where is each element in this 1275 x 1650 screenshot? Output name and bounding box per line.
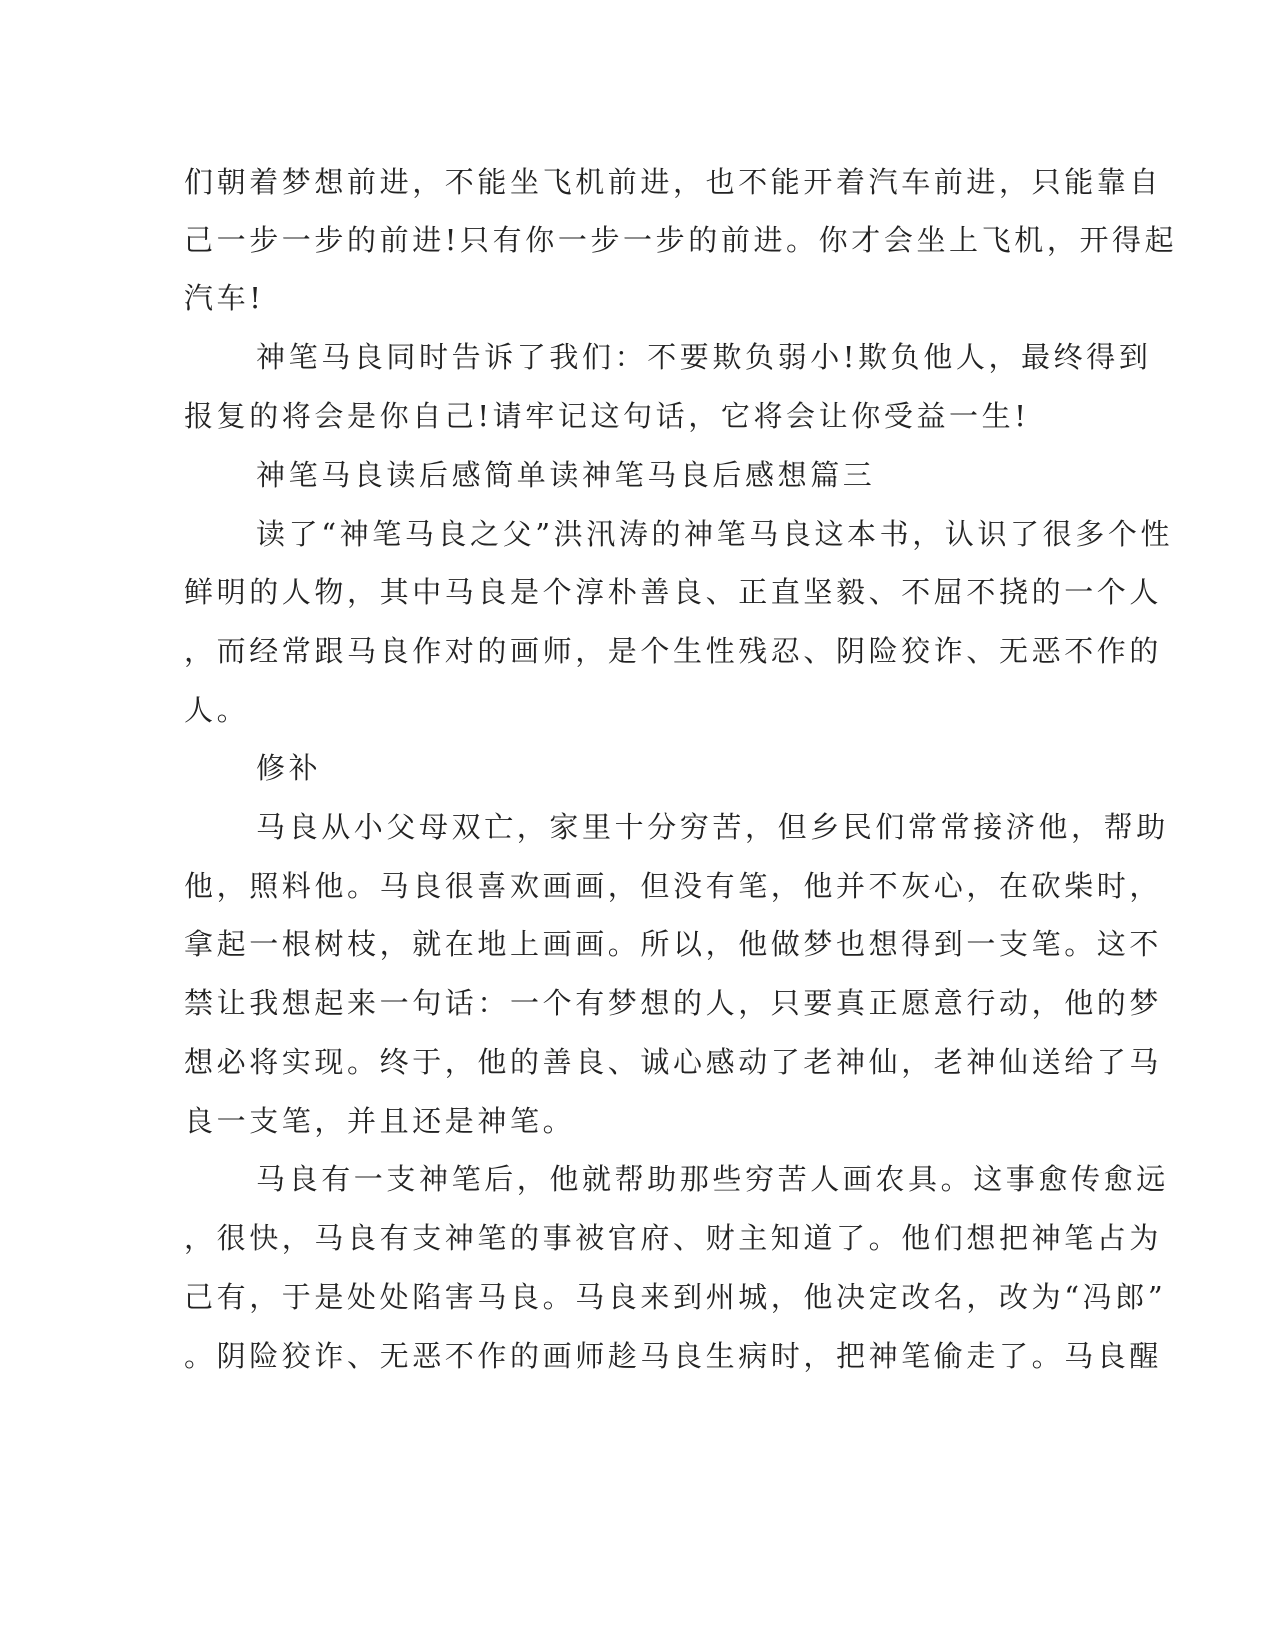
text-line: 。阴险狡诈、无恶不作的画师趁马良生病时，把神笔偷走了。马良醒 [184,1339,1163,1373]
text-line: 拿起一根树枝，就在地上画画。所以，他做梦也想得到一支笔。这不 [184,927,1163,961]
text-line: 人。 [184,693,250,727]
text-line: 良一支笔，并且还是神笔。 [184,1104,576,1138]
text-line: ，而经常跟马良作对的画师，是个生性残忍、阴险狡诈、无恶不作的 [184,634,1163,668]
text-line: 神笔马良同时告诉了我们：不要欺负弱小!欺负他人，最终得到 [256,340,1152,374]
text-line: ，很快，马良有支神笔的事被官府、财主知道了。他们想把神笔占为 [184,1221,1163,1255]
text-line: 报复的将会是你自己!请牢记这句话，它将会让你受益一生! [184,399,1030,433]
text-line: 修补 [256,751,322,785]
text-line: 汽车! [184,281,265,315]
text-line: 们朝着梦想前进，不能坐飞机前进，也不能开着汽车前进，只能靠自 [184,165,1163,199]
text-line: 想必将实现。终于，他的善良、诚心感动了老神仙，老神仙送给了马 [184,1045,1163,1079]
text-line: 马良从小父母双亡，家里十分穷苦，但乡民们常常接济他，帮助 [256,810,1169,844]
text-line: 马良有一支神笔后，他就帮助那些穷苦人画农具。这事愈传愈远 [256,1162,1169,1196]
text-line: 己有，于是处处陷害马良。马良来到州城，他决定改名，改为“冯郎” [184,1280,1167,1314]
text-line: 鲜明的人物，其中马良是个淳朴善良、正直坚毅、不屈不挠的一个人 [184,575,1163,609]
text-line: 禁让我想起来一句话：一个有梦想的人，只要真正愿意行动，他的梦 [184,986,1163,1020]
text-line: 他，照料他。马良很喜欢画画，但没有笔，他并不灰心，在砍柴时， [184,869,1163,903]
text-line: 己一步一步的前进!只有你一步一步的前进。你才会坐上飞机，开得起 [184,223,1178,257]
text-line: 读了“神笔马良之父”洪汛涛的神笔马良这本书，认识了很多个性 [256,517,1174,551]
section-heading: 神笔马良读后感简单读神笔马良后感想篇三 [256,458,876,492]
